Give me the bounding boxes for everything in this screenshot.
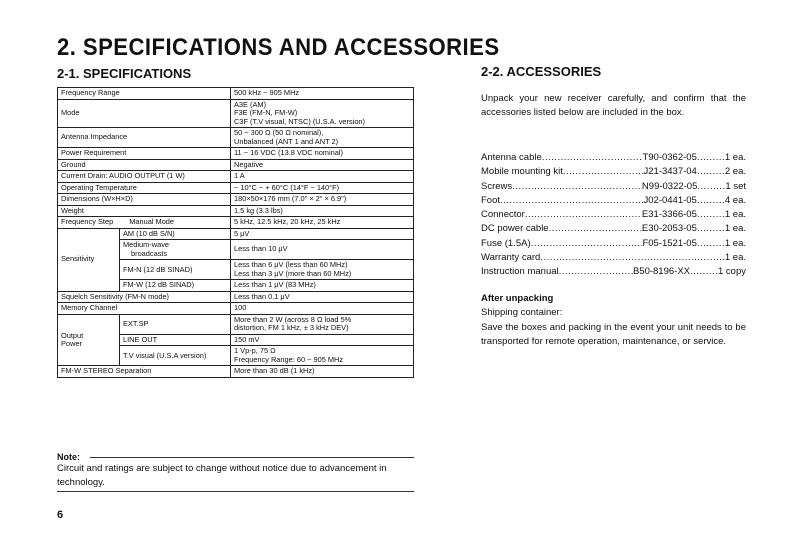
spec-value: 5 kHz, 12.5 kHz, 20 kHz, 25 kHz xyxy=(231,217,414,229)
table-row xyxy=(58,314,414,334)
leader-dots xyxy=(690,265,718,279)
list-item xyxy=(481,151,746,165)
table-row xyxy=(58,88,414,100)
spec-label-line: broadcasts xyxy=(131,248,168,258)
spec-value: Less than 10 μV xyxy=(231,240,414,260)
spec-label: T.V visual (U.S.A version) xyxy=(120,346,231,366)
spec-label-line: Output xyxy=(61,330,84,340)
accessory-qty: 1 ea. xyxy=(724,237,746,249)
accessory-part: J21-3437-04 xyxy=(643,166,697,178)
accessory-qty: 2 ea. xyxy=(724,166,746,178)
spec-label: Mode xyxy=(58,99,231,128)
spec-label: Antenna Impedance xyxy=(58,128,231,148)
list-item xyxy=(481,222,746,236)
leader-dots xyxy=(542,151,643,165)
spec-value-line: F3E (FM-N, FM-W) xyxy=(234,108,298,118)
spec-value xyxy=(231,314,414,334)
page-number: 6 xyxy=(57,509,64,521)
spec-label-line: Medium-wave xyxy=(123,240,170,250)
accessory-part: J02-0441-05 xyxy=(643,194,697,206)
leader-dots xyxy=(563,165,644,179)
spec-label-sub: Manual Mode xyxy=(129,217,175,227)
spec-value: 11 ~ 16 VDC (13.8 VDC nominal) xyxy=(231,148,414,160)
spec-value xyxy=(231,99,414,128)
accessory-name: Warranty card xyxy=(481,252,541,264)
specifications-heading: 2-1. SPECIFICATIONS xyxy=(57,66,192,81)
spec-value: 100 xyxy=(231,303,414,315)
spec-label-line: Power xyxy=(61,339,82,349)
spec-label: Current Drain: AUDIO OUTPUT (1 W) xyxy=(58,171,231,183)
spec-label: Operating Temperature xyxy=(58,182,231,194)
spec-label: FM-W STEREO Separation xyxy=(58,366,231,378)
leader-dots xyxy=(697,208,725,222)
leader-dots xyxy=(697,222,725,236)
spec-label: Weight xyxy=(58,205,231,217)
spec-label: Ground xyxy=(58,159,231,171)
accessory-qty: 1 ea. xyxy=(724,209,746,221)
spec-value-line: Frequency Range: 60 ~ 905 MHz xyxy=(234,354,344,364)
spec-value: 5 μV xyxy=(231,228,414,240)
list-item xyxy=(481,208,746,222)
leader-dots xyxy=(697,151,725,165)
after-unpacking-text: Save the boxes and packing in the event your unit needs to be transported for remote operation, maintenance, or service. xyxy=(481,322,746,347)
table-row xyxy=(58,148,414,160)
spec-value-line: More than 2 W (across 8 Ω load 5% xyxy=(234,314,352,324)
table-row xyxy=(58,205,414,217)
note-divider xyxy=(90,457,414,458)
leader-dots xyxy=(500,194,643,208)
table-row xyxy=(58,366,414,378)
leader-dots xyxy=(697,165,725,179)
spec-value-line: C3F (T.V visual, NTSC) (U.S.A. version) xyxy=(234,116,365,126)
spec-label: EXT.SP xyxy=(120,314,231,334)
accessories-heading: 2-2. ACCESSORIES xyxy=(481,64,602,79)
spec-value: − 10°C ~ + 60°C (14°F ~ 140°F) xyxy=(231,182,414,194)
accessory-qty: 1 ea. xyxy=(724,223,746,235)
accessory-part: E31-3366-05 xyxy=(641,209,697,221)
spec-value xyxy=(231,260,414,280)
leader-dots xyxy=(531,237,643,251)
spec-value: 1.5 kg (3.3 lbs) xyxy=(231,205,414,217)
spec-value-line: 50 ~ 300 Ω (50 Ω nominal), xyxy=(234,128,324,138)
spec-value-line: 1 Vp-p, 75 Ω xyxy=(234,346,276,356)
accessory-name: DC power cable xyxy=(481,223,549,235)
leader-dots xyxy=(559,265,633,279)
table-row xyxy=(58,99,414,128)
table-row xyxy=(58,159,414,171)
spec-label: Squelch Sensitivity (FM-N mode) xyxy=(58,291,231,303)
spec-label xyxy=(120,240,231,260)
spec-label: LINE OUT xyxy=(120,334,231,346)
table-row xyxy=(58,303,414,315)
accessories-intro: Unpack your new receiver carefully, and confirm that the accessories listed below are included in the box. xyxy=(481,93,746,118)
spec-value xyxy=(231,128,414,148)
spec-label: Dimensions (W×H×D) xyxy=(58,194,231,206)
spec-label: Power Requirement xyxy=(58,148,231,160)
accessory-qty: 1 copy xyxy=(718,266,746,278)
list-item xyxy=(481,194,746,208)
spec-value-line: Unbalanced (ANT 1 and ANT 2) xyxy=(234,136,339,146)
leader-dots xyxy=(549,222,642,236)
accessory-name: Antenna cable xyxy=(481,152,542,163)
leader-dots xyxy=(525,208,642,222)
accessory-name: Fuse (1.5A) xyxy=(481,237,531,249)
accessory-qty: 4 ea. xyxy=(724,194,746,206)
accessory-part: F05-1521-05 xyxy=(642,237,697,249)
accessory-part: T90-0362-05 xyxy=(642,152,697,163)
leader-dots xyxy=(697,180,725,194)
table-row xyxy=(58,291,414,303)
accessory-name: Screws xyxy=(481,180,513,192)
table-row xyxy=(58,182,414,194)
spec-value-line: distortion, FM 1 kHz, ± 3 kHz DEV) xyxy=(234,323,349,333)
note-text: Circuit and ratings are subject to change without notice due to advancement in technology. xyxy=(57,463,387,488)
table-row xyxy=(58,194,414,206)
spec-label xyxy=(58,217,231,229)
accessory-part: N99-0322-05 xyxy=(641,180,698,192)
accessory-name: Connector xyxy=(481,209,525,221)
spec-value: 500 kHz ~ 905 MHz xyxy=(231,88,414,100)
spec-value-line: Less than 3 μV (more than 60 MHz) xyxy=(234,268,352,278)
table-row xyxy=(58,217,414,229)
output-power-label xyxy=(58,314,120,366)
spec-value: Less than 1 μV (83 MHz) xyxy=(231,280,414,292)
note-title: Note: xyxy=(57,452,80,462)
spec-value-line: Less than 6 μV (less than 60 MHz) xyxy=(234,260,348,270)
table-row xyxy=(58,128,414,148)
spec-value-line: A3E (AM) xyxy=(234,99,267,109)
after-unpacking-heading: After unpacking xyxy=(481,293,554,304)
spec-value: More than 30 dB (1 kHz) xyxy=(231,366,414,378)
accessory-name: Instruction manual xyxy=(481,266,559,278)
accessories-list xyxy=(481,151,746,280)
leader-dots xyxy=(697,194,725,208)
note-divider-bottom xyxy=(57,491,414,492)
list-item xyxy=(481,237,746,251)
spec-value: 1 A xyxy=(231,171,414,183)
leader-dots xyxy=(697,237,725,251)
specifications-table xyxy=(57,87,414,378)
spec-value: 150 mV xyxy=(231,334,414,346)
spec-label: AM (10 dB S/N) xyxy=(120,228,231,240)
after-unpacking-subheading: Shipping container: xyxy=(481,307,563,318)
page-title: 2. SPECIFICATIONS AND ACCESSORIES xyxy=(57,34,500,61)
table-row xyxy=(58,171,414,183)
accessory-name: Mobile mounting kit xyxy=(481,166,563,178)
leader-dots xyxy=(512,180,642,194)
accessory-part: B50-8196-XX xyxy=(632,266,690,278)
list-item xyxy=(481,180,746,194)
sensitivity-label: Sensitivity xyxy=(58,228,120,291)
list-item xyxy=(481,251,746,265)
spec-label: Frequency Range xyxy=(58,88,231,100)
spec-value: 180×50×176 mm (7.0" × 2" × 6.9") xyxy=(231,194,414,206)
leader-dots xyxy=(540,251,725,265)
accessory-qty: 1 set xyxy=(725,180,746,192)
spec-label: FM-W (12 dB SINAD) xyxy=(120,280,231,292)
spec-value: Negative xyxy=(231,159,414,171)
spec-value: Less than 0.1 μV xyxy=(231,291,414,303)
accessory-qty: 1 ea. xyxy=(724,252,746,264)
spec-label: FM-N (12 dB SINAD) xyxy=(120,260,231,280)
accessory-part: E30-2053-05 xyxy=(641,223,697,235)
list-item xyxy=(481,265,746,279)
accessory-qty: 1 ea. xyxy=(724,152,746,163)
table-row xyxy=(58,228,414,240)
spec-label: Memory Channel xyxy=(58,303,231,315)
spec-value xyxy=(231,346,414,366)
spec-label-main: Frequency Step xyxy=(61,217,114,227)
list-item xyxy=(481,165,746,179)
accessory-name: Foot xyxy=(481,194,501,206)
